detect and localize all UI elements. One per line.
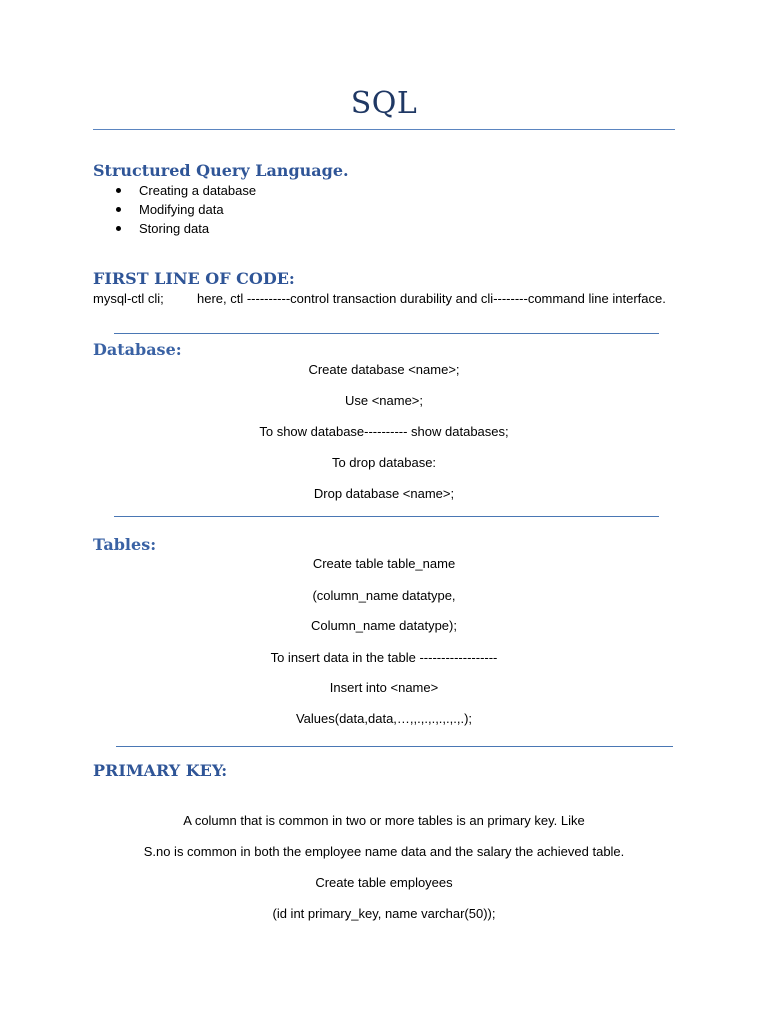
section-divider [114,516,659,517]
first-line-command: mysql-ctl cli; [93,291,164,306]
tables-line: Values(data,data,…,,.,.,.,.,.,.,.); [295,711,473,726]
tables-line: To insert data in the table ------------------ [270,650,498,665]
tables-heading: Tables: [93,535,157,554]
primary-key-heading: PRIMARY KEY: [93,761,228,780]
database-line: To show database---------- show databases; [259,424,509,439]
database-line: Create database <name>; [308,362,460,377]
database-line: Use <name>; [344,393,424,408]
first-line-explanation: here, ctl ----------control transaction durability and cli--------command line interface. [197,291,666,306]
primary-key-line: A column that is common in two or more tables is an primary key. Like [183,813,585,828]
document-title: SQL [350,86,418,121]
intro-heading: Structured Query Language. [93,161,349,180]
list-item: Modifying data [113,200,256,219]
primary-key-line: (id int primary_key, name varchar(50)); [272,906,496,921]
tables-line: Insert into <name> [329,680,439,695]
tables-line: Column_name datatype); [311,618,457,633]
database-line: Drop database <name>; [313,486,455,501]
first-line-heading: FIRST LINE OF CODE: [93,269,295,288]
database-line: To drop database: [331,455,437,470]
section-divider [114,333,659,334]
list-item: Storing data [113,219,256,238]
primary-key-line: S.no is common in both the employee name data and the salary the achieved table. [143,844,625,859]
list-item: Creating a database [113,181,256,200]
section-divider [116,746,673,747]
primary-key-line: Create table employees [315,875,453,890]
tables-line: Create table table_name [312,556,456,571]
intro-bullet-list [113,181,256,238]
database-heading: Database: [93,340,182,359]
title-underline [93,129,675,130]
tables-line: (column_name datatype, [312,588,456,603]
